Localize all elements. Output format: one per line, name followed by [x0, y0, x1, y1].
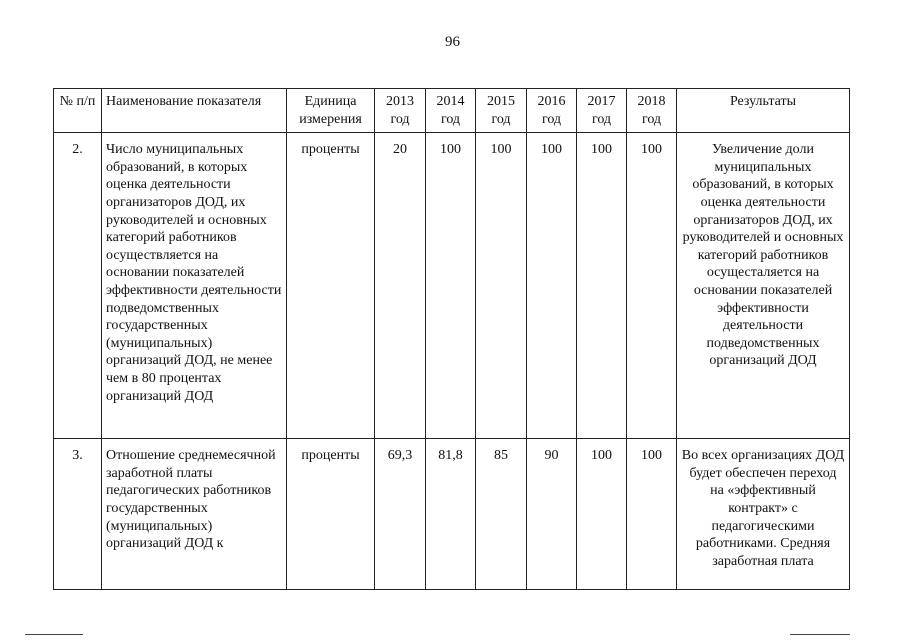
- header-year-2018: 2018 год: [627, 89, 677, 133]
- value-2013: 20: [375, 133, 426, 439]
- indicator-name: Число муниципальных образований, в которых оценка деятельности организаторов ДОД, их руководителей и основных категорий работников осуществляется на основании показателей эффективности деятельности подведомственных государственных (муниципальных) организаций ДОД, не менее чем в 80 процентах организаций ДОД: [102, 133, 287, 439]
- header-year-2017: 2017 год: [577, 89, 627, 133]
- scan-edge-right: [790, 634, 850, 635]
- header-results: Результаты: [677, 89, 850, 133]
- unit-cell: проценты: [287, 133, 375, 439]
- header-num: № п/п: [54, 89, 102, 133]
- header-year-2013: 2013 год: [375, 89, 426, 133]
- value-2018: 100: [627, 133, 677, 439]
- value-2018: 100: [627, 439, 677, 590]
- value-2017: 100: [577, 439, 627, 590]
- header-year-2015: 2015 год: [476, 89, 527, 133]
- header-year-2016: 2016 год: [527, 89, 577, 133]
- header-name: Наименование показателя: [102, 89, 287, 133]
- value-2017: 100: [577, 133, 627, 439]
- indicator-name: Отношение среднемесячной заработной платы педагогических работников государственных (муниципальных) организаций ДОД к: [102, 439, 287, 590]
- value-2014: 100: [426, 133, 476, 439]
- row-number: 2.: [54, 133, 102, 439]
- results-cell: Увеличение доли муниципальных образований, в которых оценка деятельности организаторов ДОД, их руководителей и основных категорий работников осущесталяется на основании показателей эффективности деятельности подведомственных организаций ДОД: [677, 133, 850, 439]
- table-row: [54, 439, 850, 590]
- value-2013: 69,3: [375, 439, 426, 590]
- table-row: [54, 133, 850, 439]
- unit-cell: проценты: [287, 439, 375, 590]
- value-2016: 100: [527, 133, 577, 439]
- value-2015: 85: [476, 439, 527, 590]
- header-year-2014: 2014 год: [426, 89, 476, 133]
- row-number: 3.: [54, 439, 102, 590]
- value-2016: 90: [527, 439, 577, 590]
- table-header-row: [54, 89, 850, 133]
- scan-edge-left: [25, 634, 83, 635]
- value-2014: 81,8: [426, 439, 476, 590]
- page-number: 96: [445, 34, 460, 50]
- results-cell: Во всех организациях ДОД будет обеспечен переход на «эффективный контракт» с педагогическими работниками. Средняя заработная плата: [677, 439, 850, 590]
- indicators-table: [53, 88, 850, 590]
- value-2015: 100: [476, 133, 527, 439]
- header-unit: Единица измерения: [287, 89, 375, 133]
